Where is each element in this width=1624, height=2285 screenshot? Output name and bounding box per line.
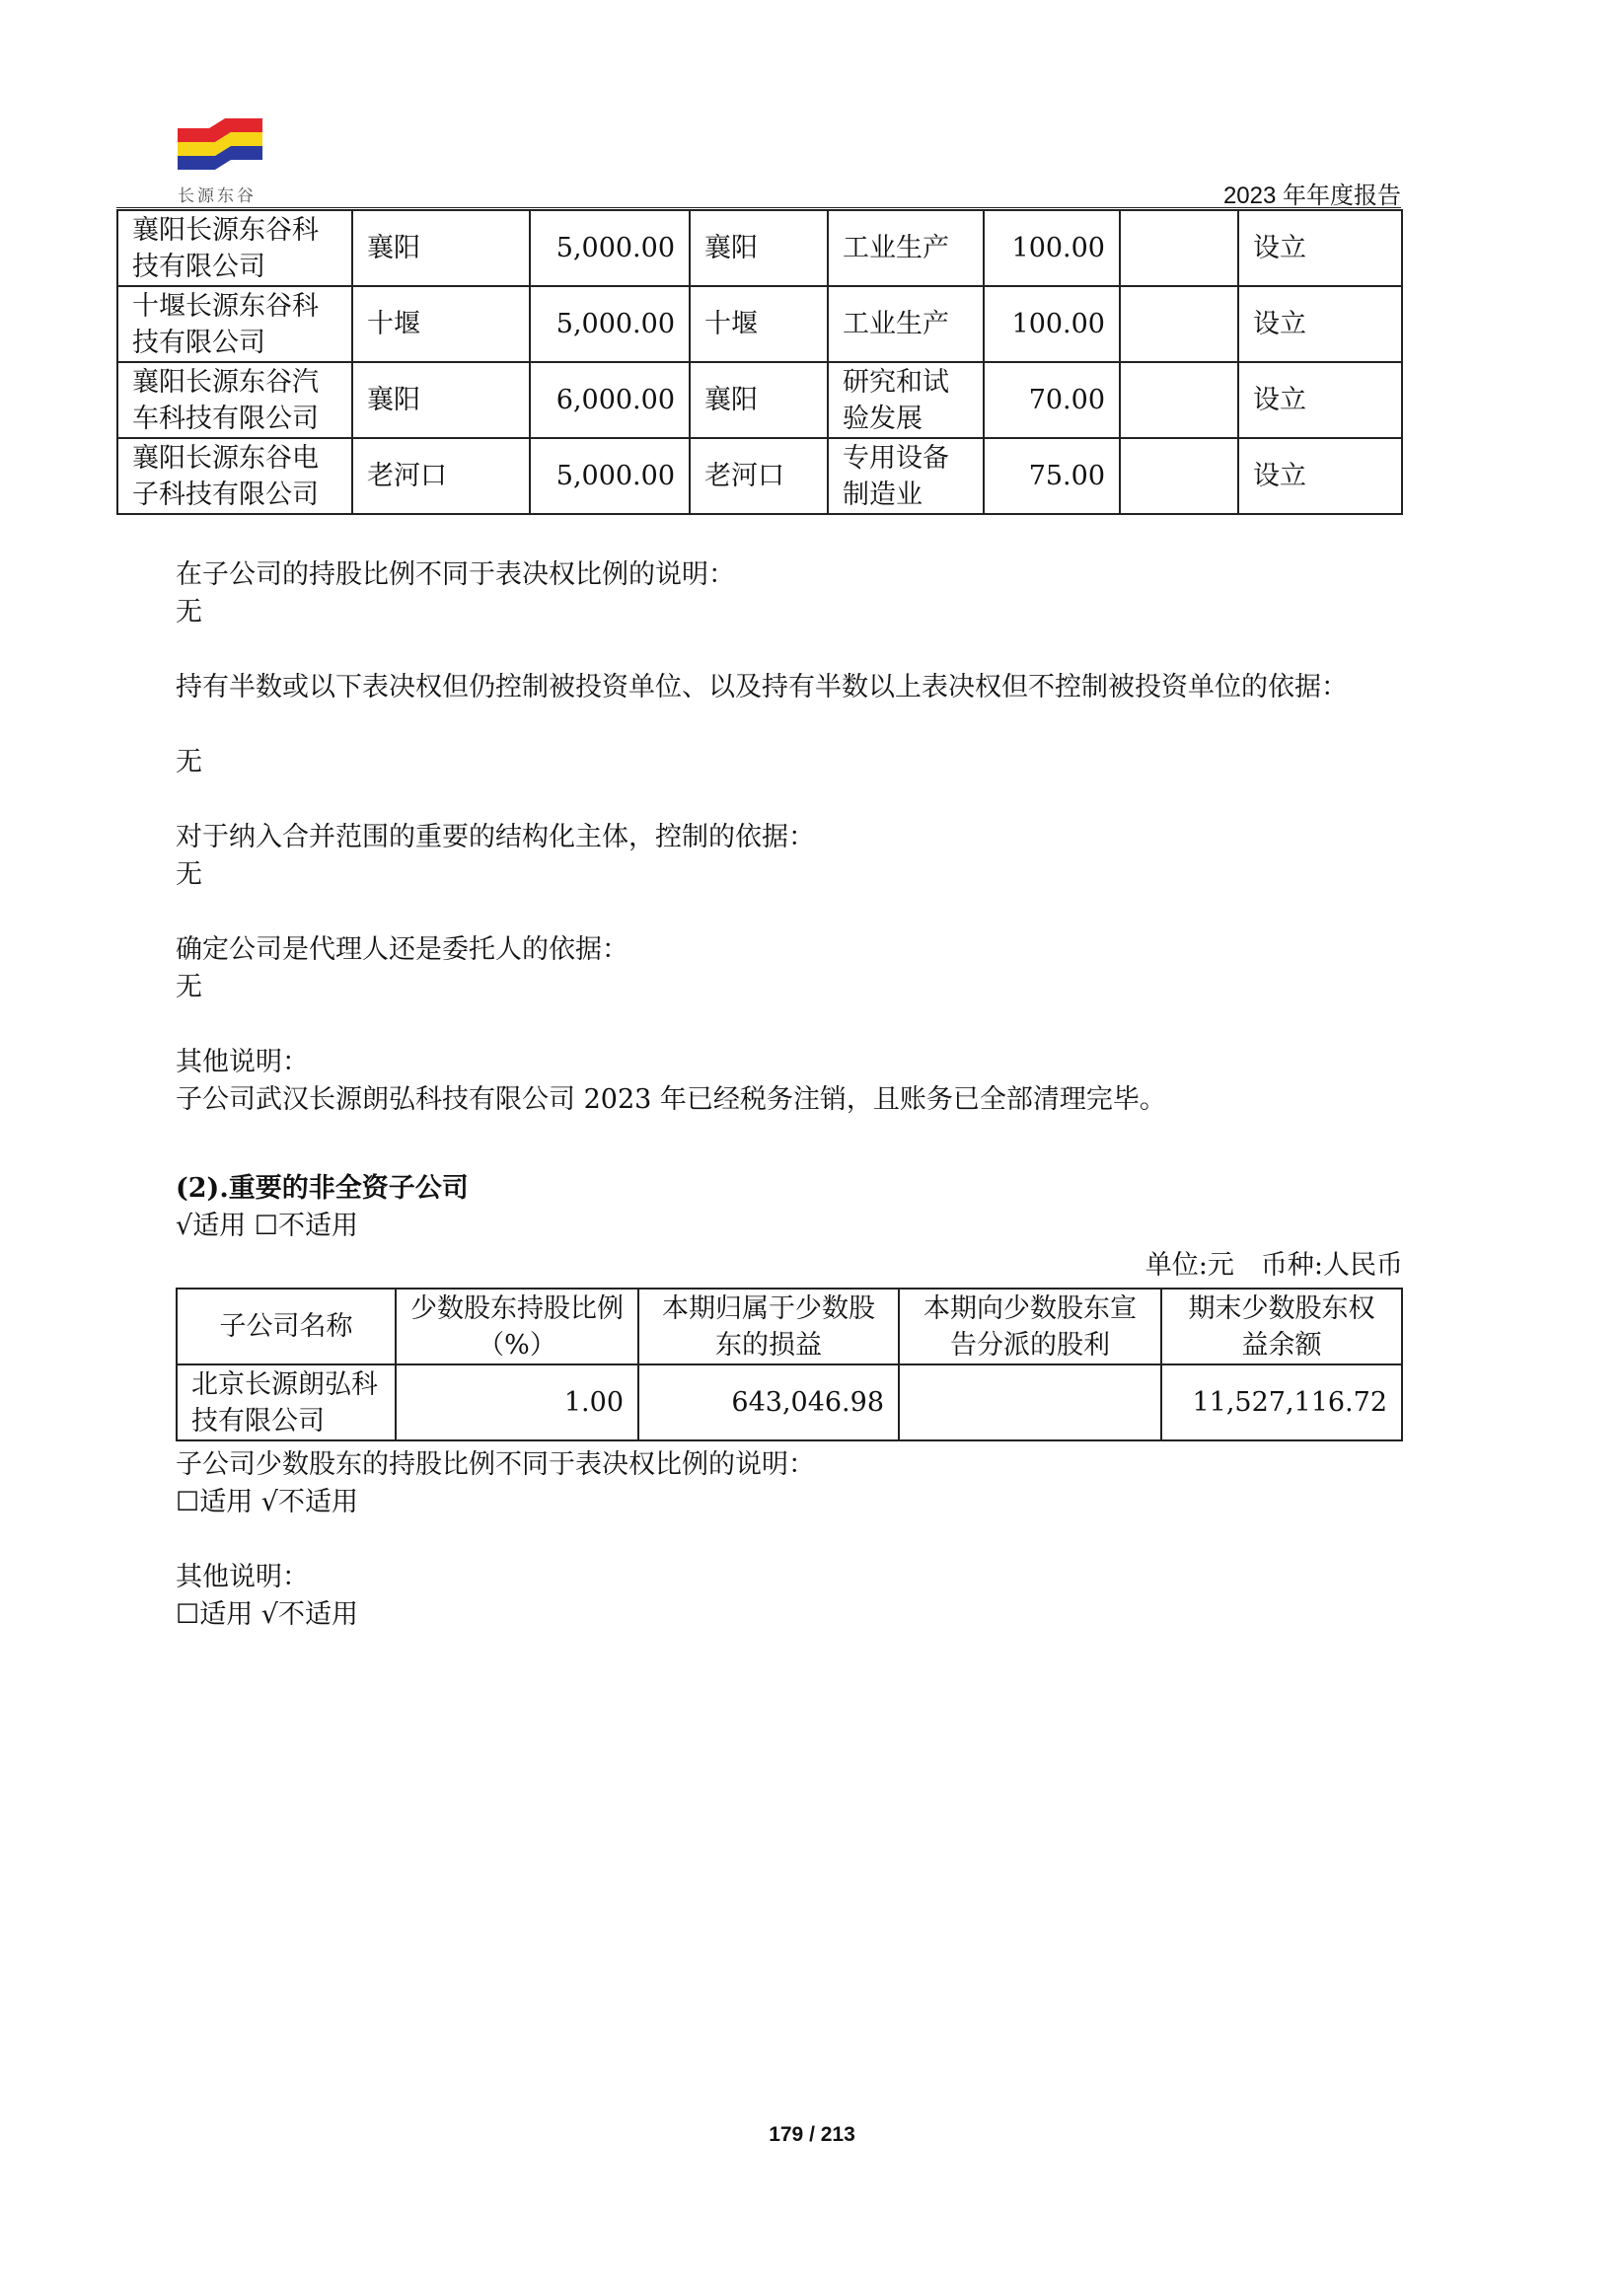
- note-control-basis-value: 无: [176, 747, 202, 777]
- note-agent-principal-value: 无: [176, 972, 202, 1002]
- registered-capital-cell: 5,000.00: [530, 286, 690, 362]
- note-structured-entity-value: 无: [176, 859, 202, 890]
- subsidiary-name-cell: 襄阳长源东谷科技有限公司: [117, 210, 352, 286]
- acquisition-method-cell: 设立: [1238, 438, 1402, 514]
- direct-holding-cell: 70.00: [984, 362, 1120, 438]
- direct-holding-cell: 100.00: [984, 210, 1120, 286]
- acquisition-method-cell: 设立: [1238, 362, 1402, 438]
- location-cell: 十堰: [352, 286, 530, 362]
- subsidiary-name-cell: 襄阳长源东谷电子科技有限公司: [117, 438, 352, 514]
- note-other2-value: ☐适用 √不适用: [176, 1599, 358, 1630]
- indirect-holding-cell: [1120, 362, 1238, 438]
- note-voting-ratio-value: 无: [176, 597, 202, 627]
- registration-place-cell: 襄阳: [690, 210, 828, 286]
- applicable-indicator: √适用 ☐不适用: [176, 1211, 358, 1241]
- registration-place-cell: 老河口: [690, 438, 828, 514]
- acquisition-method-cell: 设立: [1238, 286, 1402, 362]
- header-divider: [116, 207, 1401, 208]
- minority-ratio-cell: 1.00: [396, 1364, 638, 1440]
- indirect-holding-cell: [1120, 438, 1238, 514]
- note-voting-ratio-title: 在子公司的持股比例不同于表决权比例的说明：: [176, 559, 735, 590]
- subsidiary-name-cell: 襄阳长源东谷汽车科技有限公司: [117, 362, 352, 438]
- note-minority-ratio-value: ☐适用 √不适用: [176, 1487, 358, 1517]
- indirect-holding-cell: [1120, 210, 1238, 286]
- registered-capital-cell: 5,000.00: [530, 438, 690, 514]
- minority-profit-cell: 643,046.98: [638, 1364, 899, 1440]
- section-heading: (2).重要的非全资子公司: [176, 1173, 469, 1204]
- business-nature-cell: 专用设备制造业: [828, 438, 984, 514]
- table-row: [117, 286, 1402, 362]
- note-control-basis-title: 持有半数或以下表决权但仍控制被投资单位、以及持有半数以上表决权但不控制被投资单位的依据：: [176, 672, 1348, 702]
- location-cell: 老河口: [352, 438, 530, 514]
- note-other-title: 其他说明：: [176, 1047, 309, 1077]
- minority-equity-cell: 11,527,116.72: [1161, 1364, 1402, 1440]
- table-row: [117, 438, 1402, 514]
- header-cell: 子公司名称: [177, 1289, 396, 1364]
- subsidiary-name-cell: 北京长源朗弘科技有限公司: [177, 1364, 396, 1440]
- note-minority-ratio-title: 子公司少数股东的持股比例不同于表决权比例的说明：: [176, 1449, 815, 1480]
- table-row: [177, 1364, 1402, 1440]
- logo-text: 长源东谷: [178, 186, 257, 206]
- indirect-holding-cell: [1120, 286, 1238, 362]
- company-logo: [176, 116, 264, 180]
- header-cell: 期末少数股东权益余额: [1161, 1289, 1402, 1364]
- note-other2-title: 其他说明：: [176, 1562, 309, 1592]
- note-structured-entity-title: 对于纳入合并范围的重要的结构化主体，控制的依据：: [176, 822, 815, 852]
- header-cell: 少数股东持股比例（%）: [396, 1289, 638, 1364]
- report-title: 2023 年年度报告: [1222, 183, 1401, 209]
- table-row: [117, 362, 1402, 438]
- business-nature-cell: 研究和试验发展: [828, 362, 984, 438]
- non-wholly-owned-subsidiary-table: [176, 1288, 1403, 1441]
- direct-holding-cell: 75.00: [984, 438, 1120, 514]
- table-row: [117, 210, 1402, 286]
- header-cell: 本期归属于少数股东的损益: [638, 1289, 899, 1364]
- table-header-row: [177, 1289, 1402, 1364]
- registered-capital-cell: 5,000.00: [530, 210, 690, 286]
- acquisition-method-cell: 设立: [1238, 210, 1402, 286]
- note-agent-principal-title: 确定公司是代理人还是委托人的依据：: [176, 934, 628, 965]
- note-other-value: 子公司武汉长源朗弘科技有限公司 2023 年已经税务注销，且账务已全部清理完毕。: [176, 1084, 1166, 1115]
- location-cell: 襄阳: [352, 210, 530, 286]
- location-cell: 襄阳: [352, 362, 530, 438]
- registration-place-cell: 十堰: [690, 286, 828, 362]
- dividend-cell: [899, 1364, 1161, 1440]
- business-nature-cell: 工业生产: [828, 286, 984, 362]
- direct-holding-cell: 100.00: [984, 286, 1120, 362]
- page-number: 179 / 213: [769, 2123, 855, 2146]
- unit-currency-line: 单位:元 币种:人民币: [1144, 1250, 1403, 1281]
- registration-place-cell: 襄阳: [690, 362, 828, 438]
- business-nature-cell: 工业生产: [828, 210, 984, 286]
- subsidiary-table: [116, 209, 1403, 515]
- registered-capital-cell: 6,000.00: [530, 362, 690, 438]
- subsidiary-name-cell: 十堰长源东谷科技有限公司: [117, 286, 352, 362]
- header-cell: 本期向少数股东宣告分派的股利: [899, 1289, 1161, 1364]
